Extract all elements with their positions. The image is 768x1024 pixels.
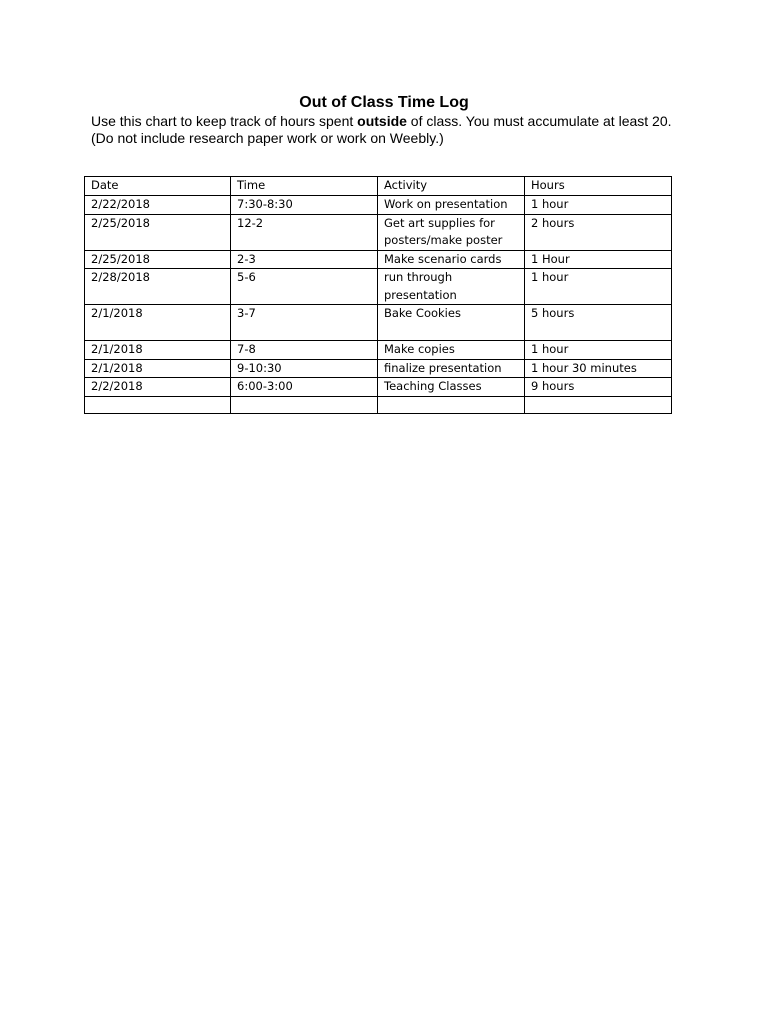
cell-activity: run through presentation <box>378 269 525 305</box>
cell-hours: 1 hour 30 minutes <box>525 359 672 378</box>
cell-hours: 9 hours <box>525 378 672 397</box>
table-row <box>85 378 672 397</box>
cell-time: 7:30-8:30 <box>231 196 378 215</box>
instructions-text-end: of class. You must accumulate at least 20. <box>406 113 672 129</box>
table-row <box>85 269 672 305</box>
cell-activity: Teaching Classes <box>378 378 525 397</box>
table-row <box>85 250 672 269</box>
column-header-activity: Activity <box>378 177 525 196</box>
table-row <box>85 305 672 341</box>
column-header-date: Date <box>85 177 231 196</box>
cell-date: 2/1/2018 <box>85 359 231 378</box>
column-header-hours: Hours <box>525 177 672 196</box>
column-header-time: Time <box>231 177 378 196</box>
instructions <box>91 113 731 147</box>
cell-activity: finalize presentation <box>378 359 525 378</box>
cell-date: 2/22/2018 <box>85 196 231 215</box>
cell-date: 2/25/2018 <box>85 250 231 269</box>
cell-hours: 1 hour <box>525 269 672 305</box>
cell-hours: 1 hour <box>525 341 672 360</box>
cell-activity: Bake Cookies <box>378 305 525 341</box>
cell-time: 2-3 <box>231 250 378 269</box>
cell-hours <box>525 396 672 413</box>
page-title: Out of Class Time Log <box>299 94 469 111</box>
cell-activity: Work on presentation <box>378 196 525 215</box>
header-row <box>85 177 672 196</box>
cell-hours: 1 Hour <box>525 250 672 269</box>
instructions-text-start: Use this chart to keep track of hours spent <box>91 113 358 129</box>
instructions-line-2: (Do not include research paper work or work on Weebly.) <box>91 130 444 146</box>
cell-activity: Make copies <box>378 341 525 360</box>
cell-date: 2/1/2018 <box>85 305 231 341</box>
cell-date: 2/28/2018 <box>85 269 231 305</box>
cell-date: 2/1/2018 <box>85 341 231 360</box>
cell-hours: 5 hours <box>525 305 672 341</box>
table-row <box>85 214 672 250</box>
cell-time: 6:00-3:00 <box>231 378 378 397</box>
instructions-line-1 <box>91 113 731 130</box>
table-row <box>85 341 672 360</box>
cell-hours: 1 hour <box>525 196 672 215</box>
cell-date: 2/2/2018 <box>85 378 231 397</box>
cell-time: 7-8 <box>231 341 378 360</box>
cell-date <box>85 396 231 413</box>
table-row <box>85 196 672 215</box>
instructions-emphasis: outside <box>357 113 407 129</box>
time-log-table <box>84 176 672 414</box>
cell-activity: Get art supplies for posters/make poster <box>378 214 525 250</box>
cell-activity: Make scenario cards <box>378 250 525 269</box>
cell-hours: 2 hours <box>525 214 672 250</box>
cell-time: 3-7 <box>231 305 378 341</box>
cell-time: 12-2 <box>231 214 378 250</box>
table-row <box>85 359 672 378</box>
cell-time: 9-10:30 <box>231 359 378 378</box>
cell-date: 2/25/2018 <box>85 214 231 250</box>
table-row-empty <box>85 396 672 413</box>
cell-activity <box>378 396 525 413</box>
cell-time: 5-6 <box>231 269 378 305</box>
cell-time <box>231 396 378 413</box>
